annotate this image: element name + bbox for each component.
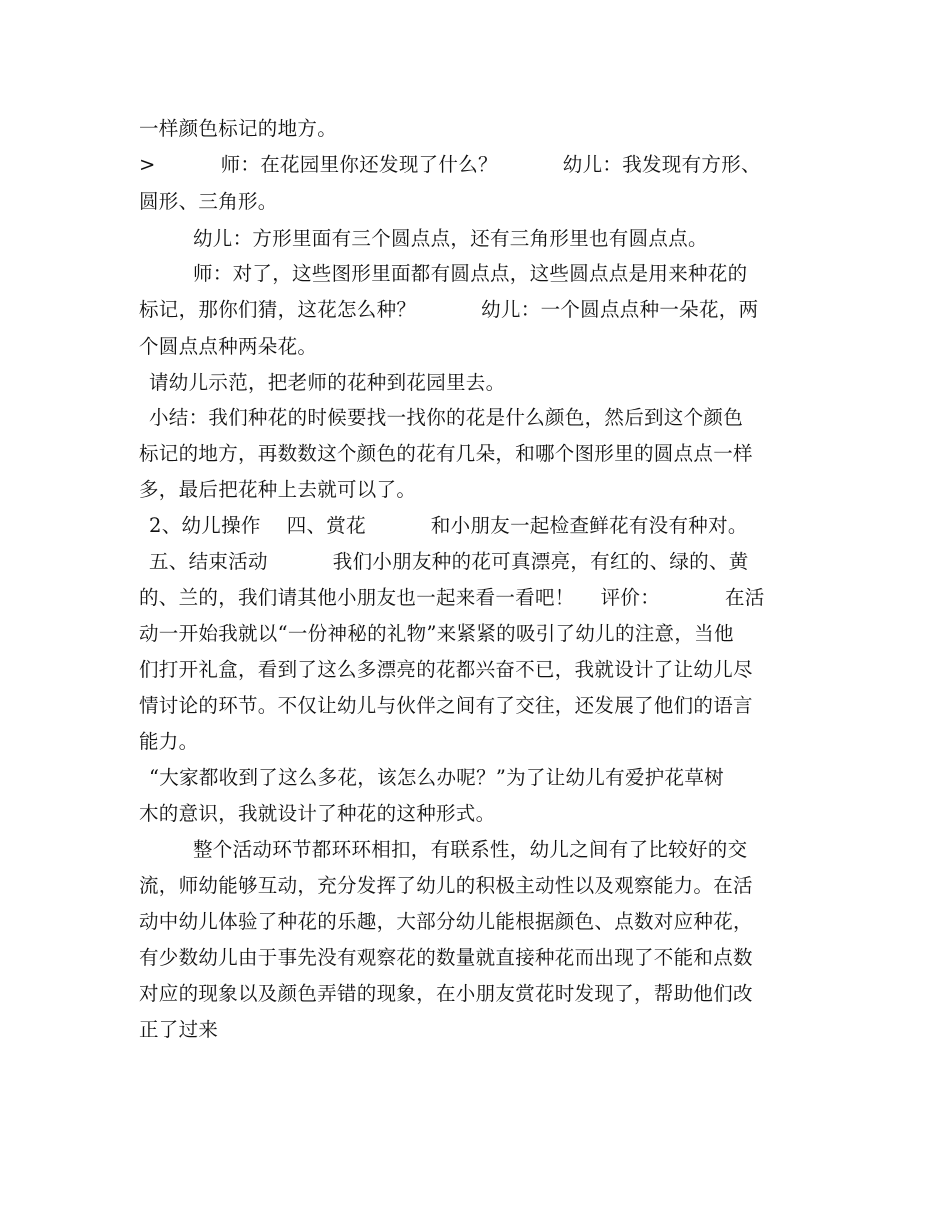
text-line: 有少数幼儿由于事先没有观察花的数量就直接种花而出现了不能和点数 <box>139 946 753 969</box>
text-line: 五、结束活动 我们小朋友种的花可真漂亮，有红的、绿的、黄 <box>149 550 749 573</box>
text-line: 流，师幼能够互动，充分发挥了幼儿的积极主动性以及观察能力。在活 <box>139 874 753 897</box>
text-line: 小结：我们种花的时候要找一找你的花是什么颜色，然后到这个颜色 <box>149 406 744 429</box>
text-line: 多，最后把花种上去就可以了。 <box>139 478 417 501</box>
text-line: 能力。 <box>139 730 199 753</box>
text-line: 个圆点点种两朵花。 <box>139 335 318 358</box>
text-line: 正了过来 <box>139 1018 219 1041</box>
text-line: 的、兰的，我们请其他小朋友也一起来看一看吧！ 评价： 在活 <box>139 586 765 609</box>
text-line: 动中幼儿体验了种花的乐趣，大部分幼儿能根据颜色、点数对应种花， <box>139 910 753 933</box>
text-line: > 师：在花园里你还发现了什么？ 幼儿：我发现有方形、 <box>139 153 761 176</box>
text-line: 情讨论的环节。不仅让幼儿与伙伴之间有了交往，还发展了他们的语言 <box>139 694 753 717</box>
text-line: 动一开始我就以“一份神秘的礼物”来紧紧的吸引了幼儿的注意，当他 <box>139 622 734 645</box>
text-line: 整个活动环节都环环相扣，有联系性，幼儿之间有了比较好的交 <box>193 838 748 861</box>
text-line: 木的意识，我就设计了种花的这种形式。 <box>139 802 496 825</box>
text-line: 师：对了，这些图形里面都有圆点点，这些圆点点是用来种花的 <box>193 262 748 285</box>
text-line: 圆形、三角形。 <box>139 190 278 213</box>
text-line: 幼儿：方形里面有三个圆点点，还有三角形里也有圆点点。 <box>193 227 708 250</box>
text-line: 标记的地方，再数数这个颜色的花有几朵，和哪个图形里的圆点点一样 <box>139 442 753 465</box>
text-line: 一样颜色标记的地方。 <box>139 117 338 140</box>
text-line: 们打开礼盒，看到了这么多漂亮的花都兴奋不已，我就设计了让幼儿尽 <box>139 658 753 681</box>
text-line: 标记，那你们猜，这花怎么种？ 幼儿：一个圆点点种一朵花，两 <box>139 298 759 321</box>
text-line: “大家都收到了这么多花，该怎么办呢？”为了让幼儿有爱护花草树 <box>149 766 724 789</box>
text-line: 2、幼儿操作 四、赏花 和小朋友一起检查鲜花有没有种对。 <box>149 514 748 537</box>
text-line: 对应的现象以及颜色弄错的现象，在小朋友赏花时发现了，帮助他们改 <box>139 982 753 1005</box>
text-line: 请幼儿示范，把老师的花种到花园里去。 <box>149 371 506 394</box>
